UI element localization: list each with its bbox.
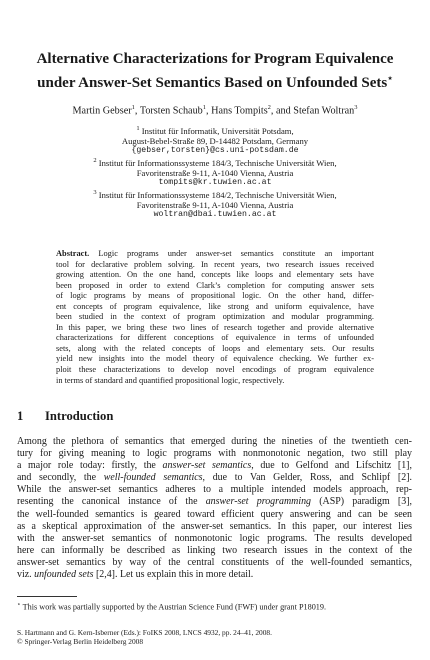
email-address[interactable]: tompits@kr.tuwien.ac.at <box>158 178 272 188</box>
author-list: Martin Gebser$^1$, Torsten Schaub$^1$, Hans Tompits$^2$, and Stefan Woltran$^3$ <box>72 104 358 117</box>
text-line: Among the plethora of semantics that emerged during the nineties of the twentieth cen- <box>17 436 412 447</box>
affiliation-3: $^3$ Institut für Informationssysteme 184/2, Technische Universität Wien, Favoritenstraße 9-11, A-1040 Vienna, Austria woltran@dbai.tuwien.ac.at <box>0 188 430 220</box>
section-heading-introduction <box>17 409 113 424</box>
title-footnote-mark: ⋆ <box>387 73 393 83</box>
section-title: Introduction <box>45 409 114 423</box>
abstract: Abstract. Logic programs under answer-set semantics constitute an important tool for declarative problem solving. In recent years, two research issues received growing attention. On the one hand, concepts like loops and elementary sets have been proposed in order to extend Clark’s completion for computing answer sets of logic programs by means of propositional logic. On the other hand, differ- ent concepts of program equivalence, like strong and uniform equivalence, have been studied in the context of program optimization and modular programming. In this paper, we bring these two lines of research together and provide alternative characterizations for different conceptions of equivalence in terms of unfounded sets, along with the related concepts of loops and elementary sets. Our results yield new insights into the model theory of equivalence checking. We further ex- ploit these characterizations to develop novel encodings of program equivalence in terms of standard and quantified propositional logic, respectively. <box>56 249 375 385</box>
copyright-symbol: © <box>17 637 23 647</box>
text-line: here can informally be described as linking two research issues in the context of the <box>17 544 412 556</box>
text-line: viz. unfounded sets [2,4]. Let us explain this in more detail. <box>17 569 254 581</box>
paper-title-line-2: under Answer-Set Semantics Based on Unfounded Sets⋆ <box>37 73 393 91</box>
email-address[interactable]: woltran@dbai.tuwien.ac.at <box>153 210 277 220</box>
paper-title-line-1: Alternative Characterizations for Program Equivalence <box>36 51 394 67</box>
publication-info: S. Hartmann and G. Kern-Isberner (Eds.): FoIKS 2008, LNCS 4932, pp. 24–41, 2008. © Springer-Verlag Berlin Heidelberg 2008 <box>17 628 272 647</box>
text-line: with the answer-set semantics of nonmonotonic logic programs. The results developed <box>17 532 412 544</box>
text-line: as a skeptical approximation of the answer-set semantics. In this paper, our interest lies <box>17 520 412 532</box>
text-line: answer-set semantics by way of the central constituents of the well-founded semantics, <box>17 556 412 568</box>
author: Martin Gebser <box>72 105 132 117</box>
abstract-label: Abstract. <box>56 249 90 258</box>
author: Stefan Woltran <box>293 105 355 117</box>
funding-footnote: ⋆ This work was partially supported by the Austrian Science Fund (FWF) under grant P18019. <box>17 602 327 612</box>
text-line: resenting the canonical instance of the answer-set programming (ASP) paradigm [3], <box>17 496 413 508</box>
affiliation-1: $^1$ Institut für Informatik, Universität Potsdam, August-Bebel-Straße 89, D-14482 Potsdam, Germany {gebser,torsten}@cs.uni-potsdam.de <box>0 124 430 156</box>
affiliation-2: $^2$ Institut für Informationssysteme 184/3, Technische Universität Wien, Favoritenstraße 9-11, A-1040 Vienna, Austria tompits@kr.tuwien.ac.at <box>0 156 430 188</box>
text-line: tury for giving meaning to logic programs with nonmonotonic negation, two still play <box>17 448 412 460</box>
text-line: and secondly, the well-founded semantics, due to Van Gelder, Ross, and Schlipf [2]. <box>17 472 413 484</box>
section-number: 1 <box>17 409 24 423</box>
text-line: the well-founded semantics is geared toward efficient query answering and can be seen <box>17 508 412 520</box>
introduction-paragraph <box>17 436 412 581</box>
email-address[interactable]: {gebser,torsten}@cs.uni-potsdam.de <box>131 146 299 156</box>
text-line: While the answer-set semantics adheres to a multiple intended models approach, rep- <box>17 484 412 496</box>
author: Hans Tompits <box>211 105 268 117</box>
text-line: a major role today: firstly, the answer-set semantics, due to Gelfond and Lifschitz [1], <box>17 460 412 472</box>
author: Torsten Schaub <box>139 105 203 117</box>
footnote-rule <box>17 596 77 597</box>
